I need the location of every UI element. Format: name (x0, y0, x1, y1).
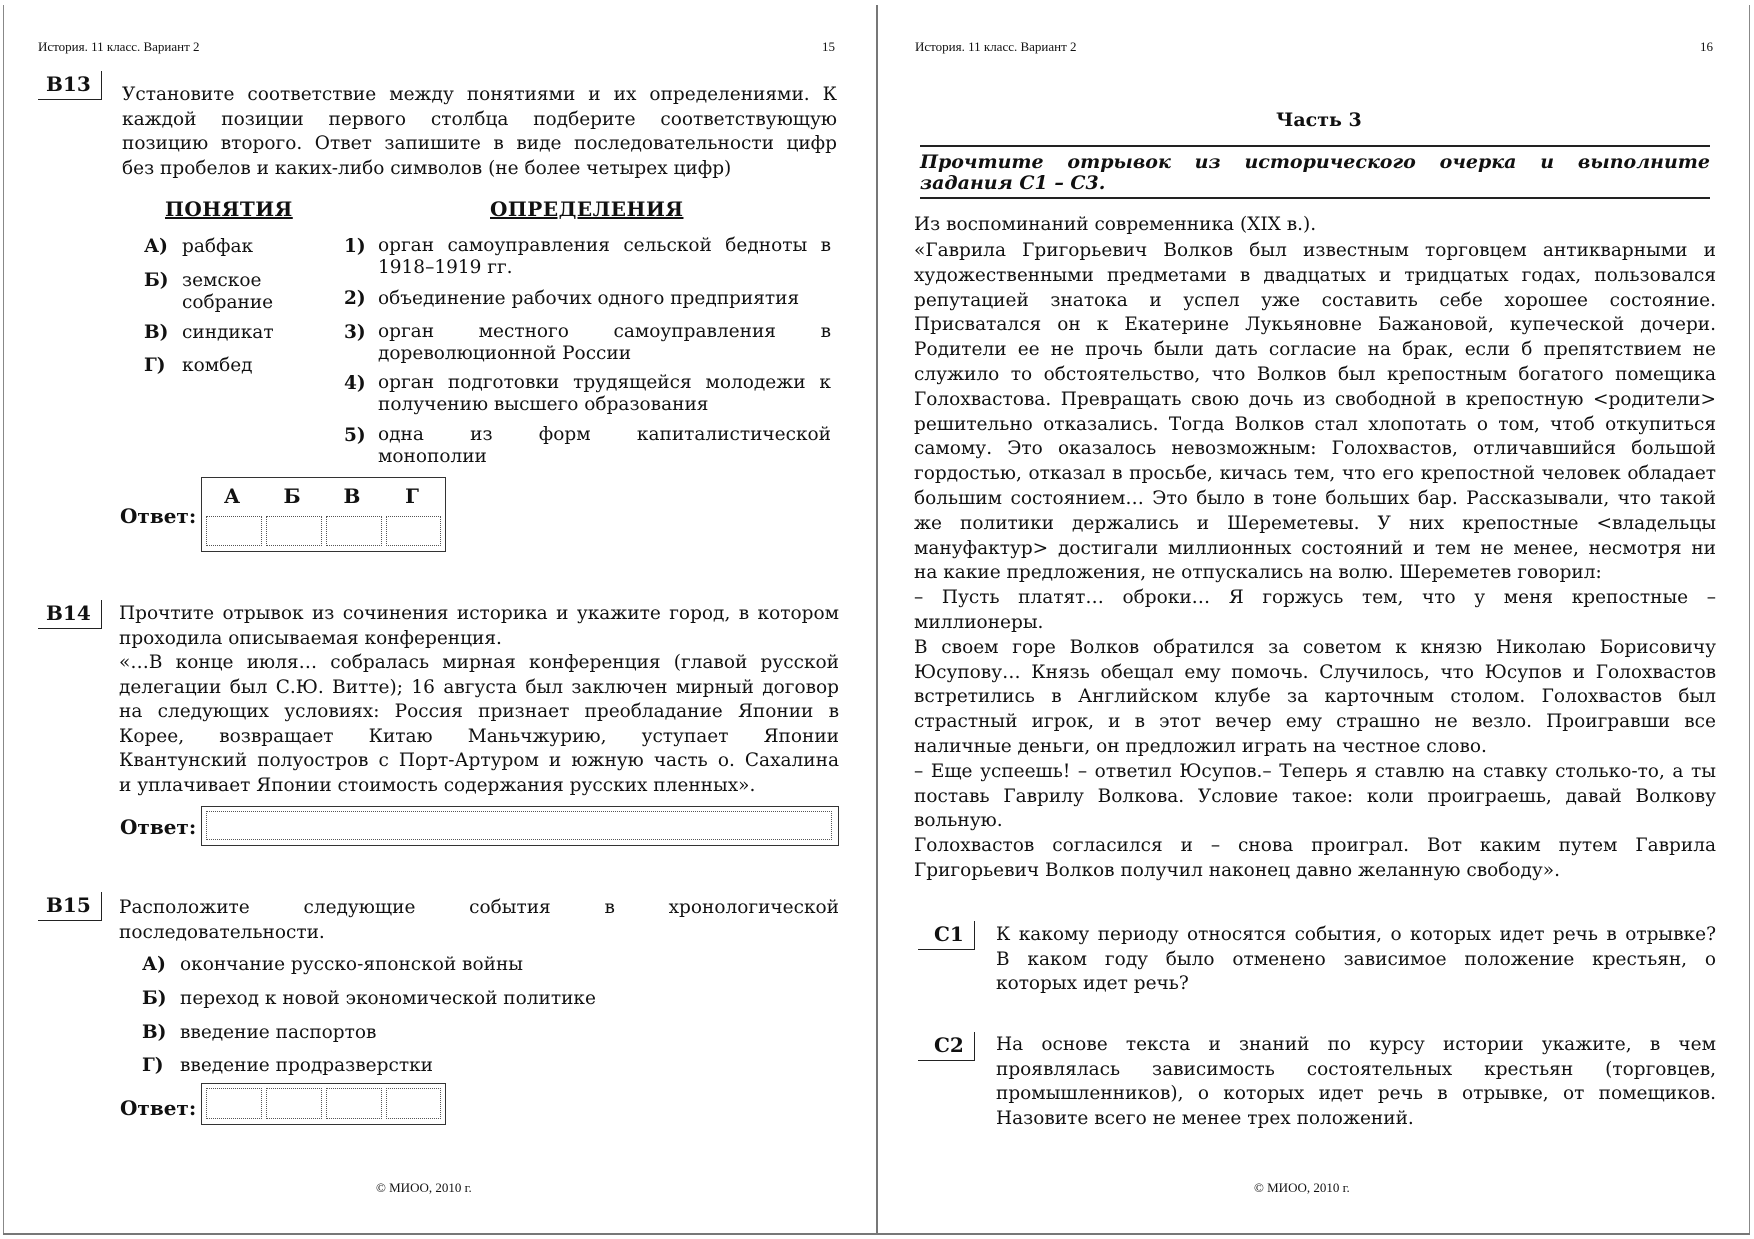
text-line: промышленников), о которых идет речь в отрывке, от помещиков. (996, 1083, 1716, 1104)
text-line: Прочтите отрывок из сочинения историка и укажите город, в котором (119, 603, 839, 624)
answer-cell[interactable] (326, 1088, 382, 1119)
item-key: 1) (344, 236, 366, 257)
text-line: Корее, возвращает Китаю Маньчжурию, уступает Японии (119, 725, 839, 747)
item-key: Б) (144, 270, 169, 291)
text-line: вольную. (914, 810, 1003, 832)
page-header: История. 11 класс. Вариант 2 (38, 39, 200, 54)
text-line: художественными предметами в двадцатых и тридцатых годах, пользовался (914, 264, 1716, 286)
text-line: «…В конце июля… собралась мирная конференция (главой русской (119, 652, 839, 673)
source-line: Из воспоминаний современника (XIX в.). (914, 214, 1317, 235)
divider (920, 145, 1710, 147)
text-line: – Пусть платят… оброки… Я горжусь тем, что у меня крепостные – (914, 587, 1716, 609)
text-line: делегации был С.Ю. Витте); 16 августа был заключен мирный договор (119, 676, 839, 698)
part3-instruction (920, 152, 1710, 194)
text-line: монополии (378, 446, 487, 467)
text-line: встретились в Английском клубе за карточным столом. Голохвастов был (914, 686, 1716, 708)
text-line: Голохвастов согласился и – снова проиграл. Вот каким путем Гаврила (914, 835, 1716, 857)
passage (914, 239, 1716, 884)
task-label-c1: С1 (918, 921, 975, 950)
text-line: задания С1 – С3. (920, 172, 1106, 194)
c2-text (996, 1033, 1716, 1131)
item-text: введение паспортов (180, 1022, 377, 1043)
task-label-b14: В14 (38, 600, 102, 629)
text-line: наличные деньги, он предложил играть на честное слово. (914, 735, 1487, 757)
definitions-header: ОПРЕДЕЛЕНИЯ (490, 197, 684, 221)
task-label-b13: В13 (38, 71, 102, 100)
part-title: Часть 3 (1276, 109, 1362, 131)
answer-cell[interactable] (206, 1088, 262, 1119)
item-key: В) (142, 1022, 167, 1043)
item-key: 5) (344, 425, 366, 446)
item-key: Г) (142, 1055, 164, 1076)
text-line: мануфактур> достигали миллионных состояний и тем не менее, несмотря ни (914, 537, 1716, 559)
item-key: А) (144, 236, 168, 257)
text-line: страстный игрок, и в этот вечер ему страшно не везло. Проигравши все (914, 711, 1716, 733)
answer-column-letter: Г (405, 484, 419, 508)
text-line: Назовите всего не менее трех положений. (996, 1107, 1414, 1129)
text-line: одна из форм капиталистической (378, 424, 831, 445)
item-text: земское (182, 270, 262, 291)
text-line: Юсупову… Князь обещал ему помочь. Случилось, что Юсупов и Голохвастов (914, 661, 1716, 683)
b13-instruction (122, 83, 837, 181)
text-line: Григорьевич Волков получил наконец давно желанную свободу». (914, 859, 1561, 881)
page-number: 16 (1700, 39, 1713, 54)
item-text: переход к новой экономической политике (180, 988, 596, 1009)
answer-field-b14 (201, 806, 839, 846)
page-number: 15 (822, 39, 835, 54)
text-line: Расположите следующие события в хронологической (119, 897, 839, 918)
text-line: получению высшего образования (378, 394, 709, 415)
item-key: Б) (142, 988, 167, 1009)
item-key: В) (144, 322, 169, 343)
answer-cell[interactable] (266, 1088, 322, 1119)
page-header: История. 11 класс. Вариант 2 (915, 39, 1077, 54)
text-line: Установите соответствие между понятиями и их определениями. К (122, 84, 837, 105)
text-line: позицию второго. Ответ запишите в виде последовательности цифр (122, 133, 837, 154)
item-key: А) (142, 954, 166, 975)
answer-cell[interactable] (206, 516, 262, 546)
text-line: на какие предложения, не отпускались на волю. Шереметев говорил: (914, 562, 1602, 584)
answer-cell[interactable] (266, 516, 322, 546)
text-line: решительно отказались. Тогда Волков стал хлопотать о том, чтоб откупиться (914, 413, 1716, 435)
text-line: поставь Гаврилу Волкова. Условие такое: коли проиграешь, давай Волкову (914, 785, 1716, 807)
item-text: введение продразверстки (180, 1055, 433, 1076)
answer-column-letter: А (223, 484, 241, 508)
item-text: комбед (182, 355, 253, 376)
concepts-header: ПОНЯТИЯ (165, 197, 293, 221)
text-line: В каком году было отменено зависимое положение крестьян, о (996, 948, 1716, 970)
text-line: и уплачивает Японии стоимость содержания русских пленных». (119, 774, 756, 796)
text-line: Присватался он к Екатерине Лукьяновне Бажановой, купеческой дочери. (914, 314, 1716, 336)
text-line: Квантунский полуостров с Порт-Артуром и южную часть о. Сахалина (119, 750, 839, 771)
text-line: орган местного самоуправления в (378, 321, 831, 342)
page-footer: © МИОО, 2010 г. (376, 1180, 472, 1195)
item-key: 4) (344, 373, 366, 394)
text-line: На основе текста и знаний по курсу истории укажите, в чем (996, 1034, 1716, 1055)
answer-cell[interactable] (326, 516, 382, 546)
left-page (3, 5, 876, 1234)
text-line: орган подготовки трудящейся молодежи к (378, 372, 831, 393)
text-line: К какому периоду относятся события, о которых идет речь в отрывке? (996, 924, 1716, 945)
text-line: большим состоянием… Это было в тоне больших бар. Рассказывали, что такой (914, 487, 1716, 509)
text-line: 1918–1919 гг. (378, 257, 513, 278)
text-line: миллионеры. (914, 611, 1044, 633)
answer-table-b15 (201, 1083, 446, 1125)
task-label-b15: В15 (38, 892, 102, 921)
text-line: орган самоуправления сельской бедноты в (378, 235, 831, 256)
text-line: же политики держались и Шереметевы. У них крепостные <владельцы (914, 512, 1716, 534)
item-text: окончание русско-японской войны (180, 954, 523, 975)
item-text: рабфак (182, 236, 254, 257)
page-footer: © МИОО, 2010 г. (1254, 1180, 1350, 1195)
answer-label: Ответ: (120, 815, 197, 839)
answer-label: Ответ: (120, 504, 197, 528)
text-line: Прочтите отрывок из исторического очерка и выполните (920, 151, 1710, 173)
answer-label: Ответ: (120, 1096, 197, 1120)
text-line: репутацией знатока и успел уже составить себе хорошее состояние. (914, 289, 1716, 311)
text-line: Родители ее не прочь были дать согласие на брак, если б препятствием не (914, 339, 1716, 361)
text-line: проявлялась зависимость состоятельных крестьян (торговцев, (996, 1058, 1716, 1080)
task-label-c2: С2 (918, 1032, 975, 1061)
b15-text (119, 896, 839, 945)
item-text: собрание (182, 292, 274, 313)
answer-table-b13 (201, 477, 446, 552)
answer-column-letter: В (343, 484, 361, 508)
text-line: самому. Это оказалось невозможным: Голохвастов, отличавшийся большой (914, 438, 1716, 460)
b14-text (119, 602, 839, 798)
text-line: В своем горе Волков обратился за советом к князю Николаю Борисовичу (914, 636, 1716, 658)
text-line: последовательности. (119, 921, 325, 943)
text-line: Голохвастова. Превращать свою дочь из свободной в крепостную <родители> (914, 388, 1716, 410)
text-line: гордостью, отказал в просьбе, кичась тем, что его крепостной человек обладает (914, 463, 1716, 485)
answer-column-letter: Б (283, 484, 301, 508)
answer-input[interactable] (206, 811, 832, 840)
text-line: на следующих условиях: Россия признает преобладание Японии в (119, 701, 839, 722)
answer-cell[interactable] (386, 516, 441, 546)
page-frame-bottom (3, 1233, 1750, 1235)
item-key: 3) (344, 322, 366, 343)
text-line: которых идет речь? (996, 973, 1189, 994)
right-page (876, 5, 1750, 1234)
item-text: синдикат (182, 322, 274, 343)
c1-text (996, 923, 1716, 997)
text-line: каждой позиции первого столбца подберите соответствующую (122, 108, 837, 130)
text-line: проходила описываемая конференция. (119, 627, 502, 649)
answer-cell[interactable] (386, 1088, 441, 1119)
text-line: – Еще успеешь! – ответил Юсупов.– Теперь я ставлю на ставку столько-то, а ты (914, 760, 1716, 782)
text-line: без пробелов и каких-либо символов (не более четырех цифр) (122, 157, 732, 179)
item-key: Г) (144, 355, 166, 376)
item-text: объединение рабочих одного предприятия (378, 288, 800, 309)
text-line: дореволюционной России (378, 343, 632, 364)
divider (920, 197, 1710, 199)
text-line: «Гаврила Григорьевич Волков был известным торговцем антикварными и (914, 240, 1716, 261)
text-line: служило то обстоятельство, что Волков был крепостным богатого помещика (914, 363, 1716, 385)
item-key: 2) (344, 288, 366, 309)
